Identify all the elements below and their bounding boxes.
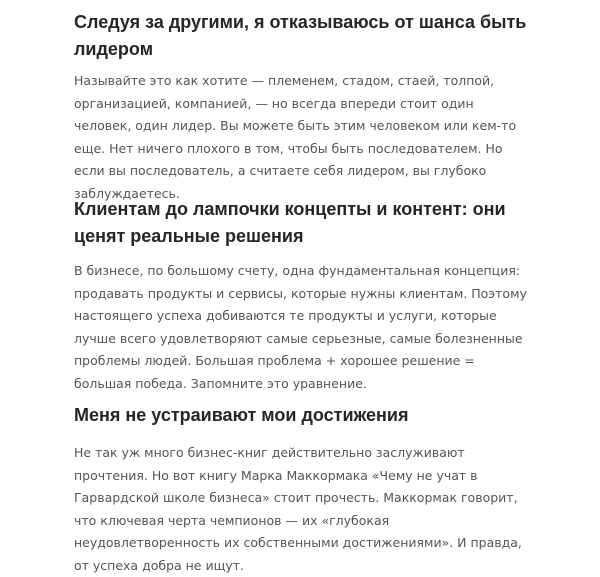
section-heading: Меня не устраивают мои достижения [74, 405, 409, 425]
section-paragraph: В бизнесе, по большому счету, одна фундаментальная концепция: продавать продукты и сервисы, которые нужны клиентам. Поэтому настоящего успеха добиваются те продукты и услуги, которые лучше всего удовлетворяют самые серьезные, самые болезненные проблемы людей. Большая проблема + хорошее решение = большая победа. Запомните это уравнение. [74, 263, 527, 391]
section-heading: Клиентам до лампочки концепты и контент: они ценят реальные решения [74, 199, 506, 246]
section-paragraph: Не так уж много бизнес-книг действительно заслуживают прочтения. Но вот книгу Марка Маккормака «Чему не учат в Гарвардской школе бизнеса» стоит прочесть. Маккормак говорит, что ключевая черта чемпионов — их «глубокая неудовлетворенность их собственными достижениями». И правда, от успеха добра не ищут. [74, 445, 522, 573]
section-paragraph: Называйте это как хотите — племенем, стадом, стаей, толпой, организацией, компанией, — но всегда впереди стоит один человек, один лидер. Вы можете быть этим человеком или кем-то еще. Нет ничего плохого в том, чтобы быть последователем. Но если вы последователь, а считаете себя лидером, вы глубоко заблуждаетесь. [74, 73, 517, 201]
section-heading: Следуя за другими, я отказываюсь от шанса быть лидером [74, 12, 527, 59]
